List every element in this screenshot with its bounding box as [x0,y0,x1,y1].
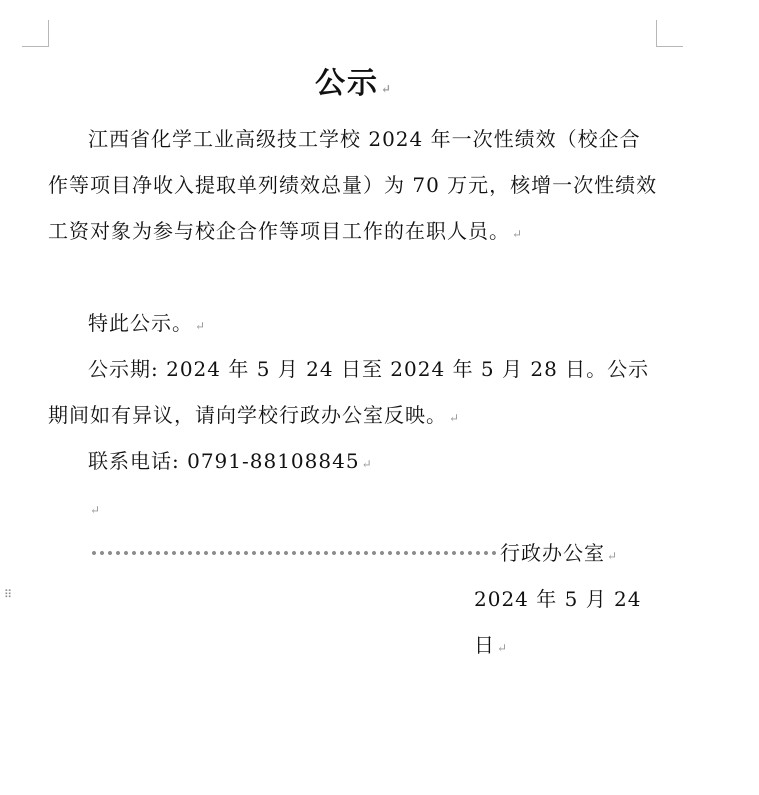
dotted-leader [90,550,500,556]
paragraph-mark-icon: ↵ [361,457,372,471]
signature-date [474,576,658,671]
paragraph-mark-icon: ↵ [195,319,206,333]
move-handle-icon[interactable]: ⠿ [4,588,13,601]
paragraph-announcement [48,300,658,349]
paragraph-contact [48,438,658,487]
paragraph-mark-icon: ↵ [497,641,508,655]
paragraph-announcement-text: 特此公示。 [88,311,193,335]
paragraph-contact-text: 联系电话: 0791-88108845 [88,449,360,473]
paragraph-mark-icon: ↵ [449,411,460,425]
page-corner-top-left [22,20,49,47]
paragraph-mark-icon: ↵ [380,82,392,96]
signature-office-text: 行政办公室 [500,541,605,565]
document-title-text: 公示 [314,66,379,101]
signature-date-text: 2024 年 5 月 24 日 [474,587,642,657]
paragraph-period [48,346,658,441]
paragraph-main [48,116,658,257]
paragraph-empty [48,484,658,533]
paragraph-main-text: 江西省化学工业高级技工学校 2024 年一次性绩效（校企合作等项目净收入提取单列绩效总量）为 70 万元，核增一次性绩效工资对象为参与校企合作等项目工作的在职人员。 [48,127,658,243]
page-corner-top-right [656,20,683,47]
paragraph-mark-icon: ↵ [512,227,523,241]
signature-office-line [90,530,680,576]
document-title [48,58,658,102]
paragraph-mark-icon: ↵ [90,503,101,517]
paragraph-mark-icon: ↵ [607,549,618,563]
paragraph-period-text: 公示期: 2024 年 5 月 24 日至 2024 年 5 月 28 日。公示期间如有异议，请向学校行政办公室反映。 [48,357,650,427]
signature-office [500,530,617,579]
